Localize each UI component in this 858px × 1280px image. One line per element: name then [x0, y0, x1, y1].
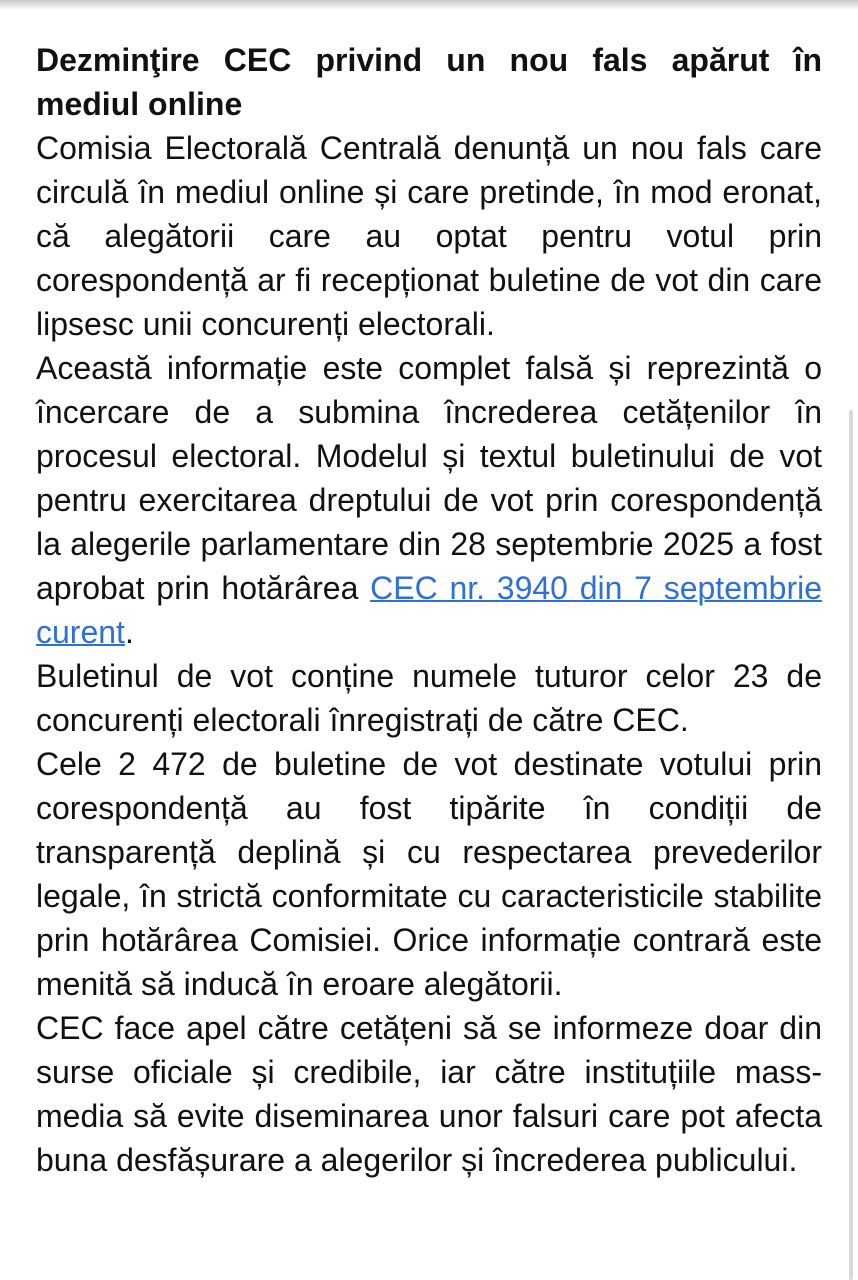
article-title: Dezminţire CEC privind un nou fals apărut în mediul online	[36, 42, 822, 122]
cec-decision-link[interactable]: CEC nr. 3940 din 7 septembrie curent	[36, 570, 822, 650]
paragraph-2	[36, 346, 822, 654]
paragraph-5: CEC face apel către cetățeni să se informeze doar din surse oficiale și credibile, iar către instituțiile mass-media să evite diseminarea unor falsuri care pot afecta buna desfășurare a alegerilor și încrederea publicului.	[36, 1010, 822, 1178]
paragraph-4: Cele 2 472 de buletine de vot destinate votului prin corespondență au fost tipărite în condiții de transparență deplină și cu respectarea prevederilor legale, în strictă conformitate cu caracteristicile stabilite prin hotărârea Comisiei. Orice informație contrară este menită să inducă în eroare alegătorii.	[36, 746, 822, 1002]
paragraph-2-end: .	[124, 614, 134, 650]
top-edge-shadow	[0, 0, 858, 10]
paragraph-2-text: Această informație este complet falsă și reprezintă o încercare de a submina încrederea cetățenilor în procesul electoral. Modelul și textul buletinului de vot pentru exercitarea dreptului de vot prin corespondență la alegerile parlamentare din 28 septembrie 2025 a fost aprobat prin hotărârea	[36, 350, 822, 606]
article-body	[36, 38, 822, 1182]
scrollbar[interactable]	[849, 410, 853, 1280]
paragraph-1: Comisia Electorală Centrală denunță un nou fals care circulă în mediul online și care pretinde, în mod eronat, că alegătorii care au optat pentru votul prin corespondență ar fi recepționat buletine de vot din care lipsesc unii concurenți electorali.	[36, 130, 822, 342]
paragraph-3: Buletinul de vot conține numele tuturor celor 23 de concurenți electorali înregistrați de către CEC.	[36, 658, 822, 738]
